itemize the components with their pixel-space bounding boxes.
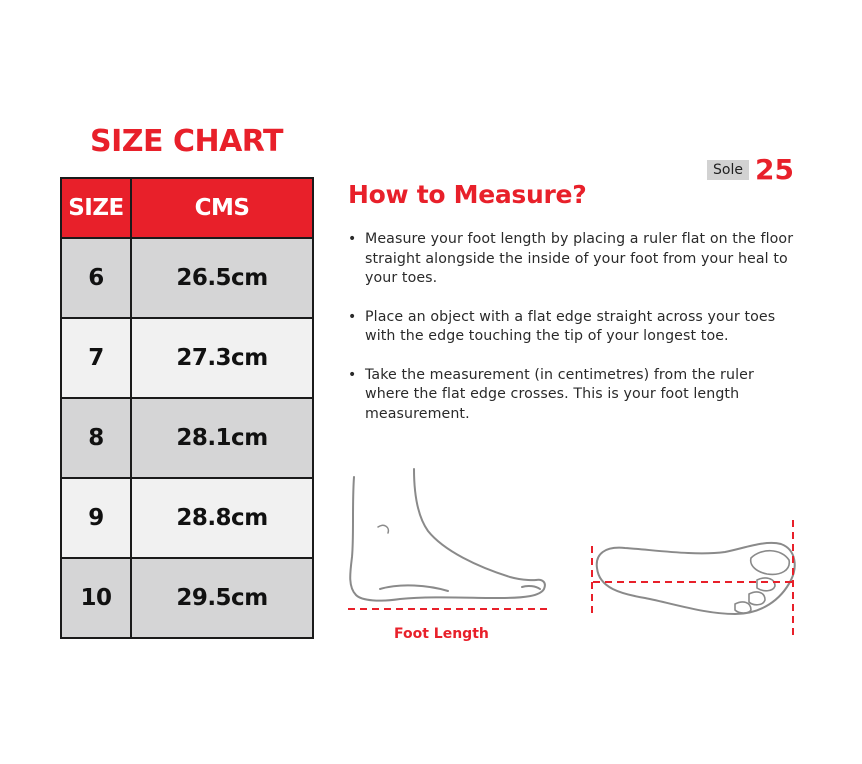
foot-length-label: Foot Length xyxy=(394,626,489,642)
foot-sole-view-icon xyxy=(585,518,800,638)
bullet-icon: • xyxy=(348,231,357,247)
list-item xyxy=(346,230,796,289)
table-header-row xyxy=(61,178,313,238)
foot-side-view-icon xyxy=(340,465,555,615)
header-size: SIZE xyxy=(61,178,131,238)
bullet-icon: • xyxy=(348,308,357,325)
table-row xyxy=(61,558,313,638)
table-row xyxy=(61,398,313,478)
sole-badge xyxy=(707,153,794,186)
table-row xyxy=(61,238,313,318)
measure-heading: How to Measure? xyxy=(348,180,587,209)
table-row xyxy=(61,318,313,398)
cms-cell: 26.5cm xyxy=(131,238,313,318)
cms-cell: 28.8cm xyxy=(131,478,313,558)
size-cell: 7 xyxy=(61,318,131,398)
list-item xyxy=(346,366,796,425)
cms-cell: 28.1cm xyxy=(131,398,313,478)
cms-cell: 29.5cm xyxy=(131,558,313,638)
table-row xyxy=(61,478,313,558)
header-cms: CMS xyxy=(131,178,313,238)
cms-cell: 27.3cm xyxy=(131,318,313,398)
bullet-icon: • xyxy=(348,366,357,383)
measure-steps xyxy=(346,230,796,443)
step-text: Take the measurement (in centimetres) from the ruler where the flat edge crosses. This is your foot length measurement. xyxy=(365,366,754,422)
step-text: Place an object with a flat edge straight across your toes with the edge touching the tip of your longest toe. xyxy=(365,308,776,344)
size-cell: 6 xyxy=(61,238,131,318)
sole-number: 25 xyxy=(754,153,794,186)
list-item xyxy=(346,308,796,347)
sole-label: Sole xyxy=(707,160,749,180)
step-text: Measure your foot length by placing a ruler flat on the floor straight alongside the inside of your foot from your heal to your toes. xyxy=(365,231,794,286)
size-cell: 10 xyxy=(61,558,131,638)
size-table xyxy=(60,177,314,639)
size-cell: 9 xyxy=(61,478,131,558)
page-title: SIZE CHART xyxy=(90,124,284,159)
size-cell: 8 xyxy=(61,398,131,478)
